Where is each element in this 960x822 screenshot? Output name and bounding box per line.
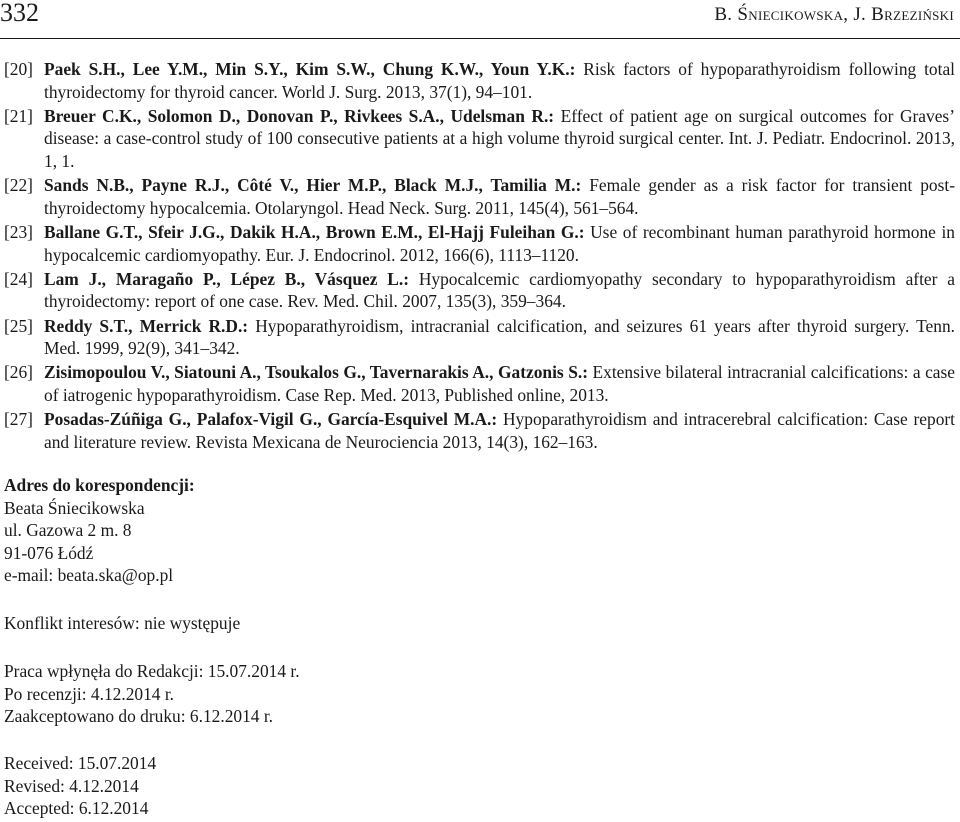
correspondence-name: Beata Śniecikowska — [4, 497, 145, 518]
reference-item — [0, 105, 955, 173]
reference-authors: Ballane G.T., Sfeir J.G., Dakik H.A., Brown E.M., El-Hajj Fuleihan G.: — [44, 221, 585, 242]
reference-authors: Lam J., Maragaño P., Lépez B., Vásquez L.: — [44, 268, 410, 289]
reference-text: Extensive bilateral intracranial calcifications: a case of iatrogenic hypoparathyroidism. Case Rep. Med. 2013, Published online, 2013. — [44, 362, 955, 405]
page-header — [0, 0, 960, 30]
reference-item — [0, 268, 955, 313]
running-head: B. Śniecikowska, J. Brzeziński — [714, 4, 954, 25]
reference-number: [26] — [4, 362, 33, 383]
reference-number: [24] — [4, 268, 33, 289]
reference-item — [0, 221, 955, 266]
reference-list — [0, 58, 955, 455]
date-accepted-pl: Zaakceptowano do druku: 6.12.2014 r. — [4, 706, 274, 727]
reference-item — [0, 315, 955, 360]
page-number: 332 — [0, 0, 39, 27]
date-accepted: Accepted: 6.12.2014 — [4, 798, 149, 819]
reference-text: Risk factors of hypoparathyroidism following total thyroidectomy for thyroid cancer. World J. Surg. 2013, 37(1), 94–101. — [44, 59, 955, 102]
correspondence-city: 91-076 Łódź — [4, 542, 94, 563]
reference-authors: Reddy S.T., Merrick R.D.: — [44, 315, 249, 336]
correspondence-email: e-mail: beata.ska@op.pl — [4, 565, 174, 586]
reference-number: [22] — [4, 175, 33, 196]
reference-text: Hypoparathyroidism and intracerebral calcification: Case report and literature review. Revista Mexicana de Neurociencia 2013, 14(3), 162–163. — [44, 409, 956, 452]
conflict-of-interest: Konflikt interesów: nie występuje — [4, 613, 241, 633]
correspondence-heading: Adres do korespondencji: — [4, 475, 195, 495]
reference-text: Use of recombinant human parathyroid hormone in hypocalcemic cardiomyopathy. Eur. J. Endocrinol. 2012, 166(6), 1113–1120. — [44, 221, 955, 265]
correspondence-street: ul. Gazowa 2 m. 8 — [4, 520, 132, 541]
reference-item — [0, 58, 955, 103]
date-received: Received: 15.07.2014 — [4, 753, 157, 773]
reference-number: [20] — [4, 59, 33, 79]
reference-authors: Sands N.B., Payne R.J., Côté V., Hier M.P., Black M.J., Tamilia M.: — [44, 175, 582, 196]
date-received-pl: Praca wpłynęła do Redakcji: 15.07.2014 r. — [4, 661, 300, 681]
reference-item — [0, 361, 955, 406]
reference-authors: Paek S.H., Lee Y.M., Min S.Y., Kim S.W., Chung K.W., Youn Y.K.: — [44, 59, 576, 79]
correspondence-address — [4, 474, 195, 587]
date-revised-pl: Po recenzji: 4.12.2014 r. — [4, 683, 175, 704]
reference-number: [25] — [4, 315, 33, 336]
reference-authors: Zisimopoulou V., Siatouni A., Tsoukalos G., Tavernarakis A., Gatzonis S.: — [44, 362, 589, 383]
reference-number: [23] — [4, 221, 33, 242]
reference-text: Effect of patient age on surgical outcomes for Graves’ disease: a case-control study of 100 consecutive patients at a high volume thyroid surgical center. Int. J. Pediatr. Endocrinol. 2013, 1, 1. — [44, 105, 955, 171]
dates-english — [4, 752, 156, 820]
reference-item — [0, 408, 955, 453]
header-rule — [0, 38, 960, 39]
reference-number: [27] — [4, 409, 33, 430]
reference-authors: Posadas-Zúñiga G., Palafox-Vigil G., García-Esquivel M.A.: — [44, 409, 498, 430]
reference-item — [0, 174, 955, 219]
reference-text: Hypocalcemic cardiomyopathy secondary to hypoparathyroidism after a thyroidectomy: report of one case. Rev. Med. Chil. 2007, 135(3), 359–364. — [44, 268, 955, 312]
reference-text: Hypoparathyroidism, intracranial calcification, and seizures 61 years after thyroid surgery. Tenn. Med. 1999, 92(9), 341–342. — [44, 315, 955, 359]
reference-text: Female gender as a risk factor for transient post-thyroidectomy hypocalcemia. Otolaryngol. Head Neck. Surg. 2011, 145(4), 561–564. — [44, 175, 955, 218]
reference-number: [21] — [4, 105, 33, 126]
date-revised: Revised: 4.12.2014 — [4, 775, 139, 796]
reference-authors: Breuer C.K., Solomon D., Donovan P., Rivkees S.A., Udelsman R.: — [44, 105, 555, 126]
dates-polish — [4, 660, 300, 728]
